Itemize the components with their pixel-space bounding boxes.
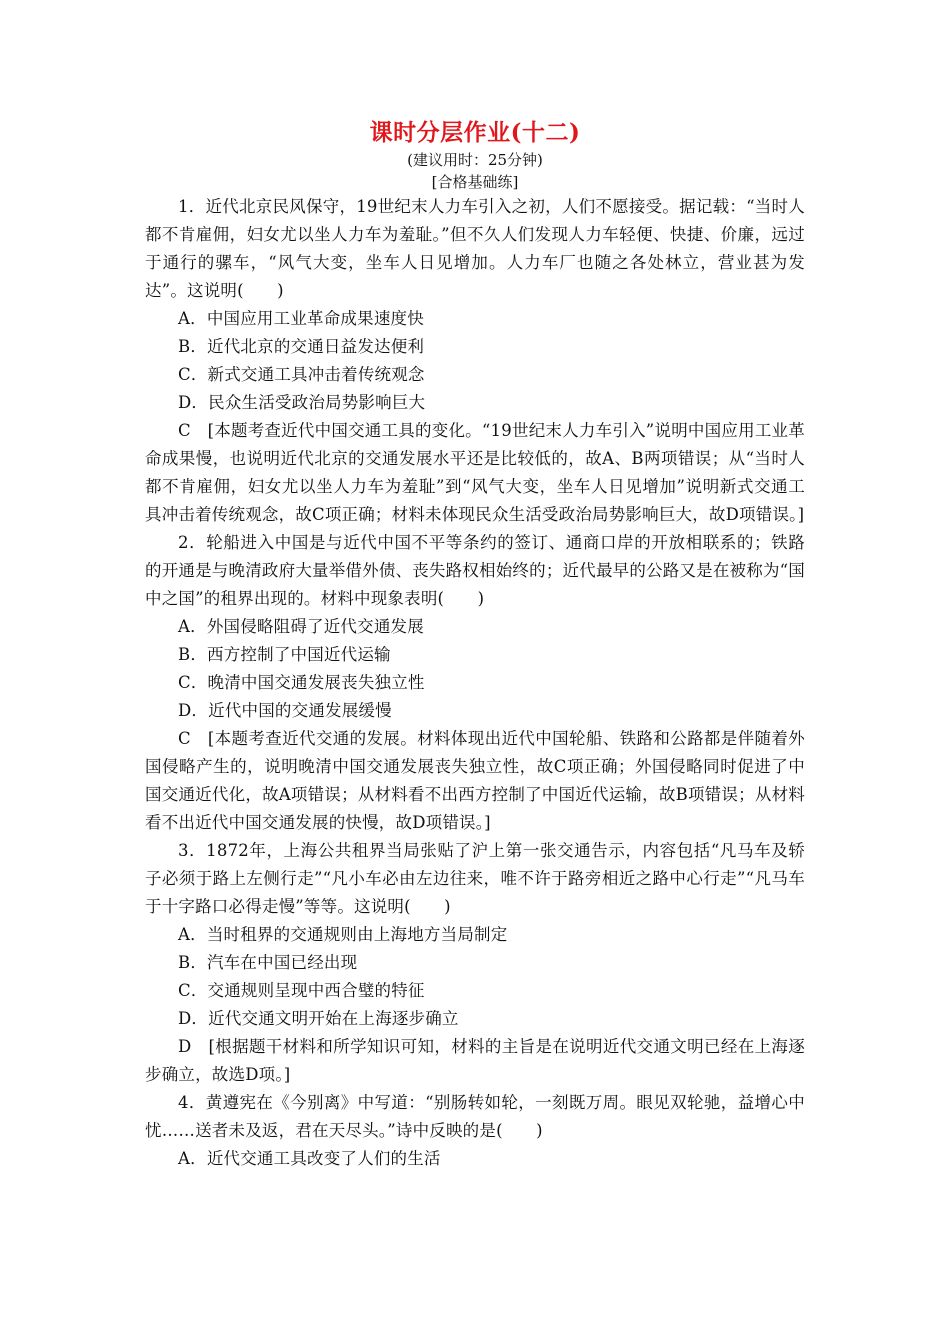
page-title: 课时分层作业(十二) [369, 119, 581, 146]
option-c: C．交通规则呈现中西合璧的特征 [178, 981, 425, 1000]
question-stem: 3．1872年，上海公共租界当局张贴了沪上第一张交通告示，内容包括“凡马车及轿子必须于路上左侧行走”“凡小车必由左边往来，唯不许于路旁相近之路中心行走”“凡马车于十字路口必得走慢”等等。这说明( ) [145, 841, 805, 916]
question-3 [145, 837, 805, 1089]
question-4 [145, 1089, 805, 1173]
option-c: C．新式交通工具冲击着传统观念 [178, 365, 425, 384]
question-stem: 2．轮船进入中国是与近代中国不平等条约的签订、通商口岸的开放相联系的；铁路的开通是与晚清政府大量举借外债、丧失路权相始终的；近代最早的公路又是在被称为“国中之国”的租界出现的。材料中现象表明( ) [145, 533, 805, 608]
question-stem: 4．黄遵宪在《今别离》中写道：“别肠转如轮，一刻既万周。眼见双轮驰，益增心中忧……送者未及返，君在天尽头。”诗中反映的是( ) [145, 1093, 805, 1140]
option-c: C．晚清中国交通发展丧失独立性 [178, 673, 425, 692]
option-d: D．近代交通文明开始在上海逐步确立 [178, 1009, 459, 1028]
option-b: B．汽车在中国已经出现 [178, 953, 358, 972]
time-suggestion: (建议用时：25分钟) [407, 151, 543, 169]
answer-analysis: C [本题考查近代交通的发展。材料体现出近代中国轮船、铁路和公路都是伴随着外国侵略产生的，说明晚清中国交通发展丧失独立性，故C项正确；外国侵略同时促进了中国交通近代化，故A项错误；从材料看不出西方控制了中国近代运输，故B项错误；从材料看不出近代中国交通发展的快慢，故D项错误。] [145, 729, 805, 832]
option-a: A．中国应用工业革命成果速度快 [178, 309, 424, 328]
option-d: D．近代中国的交通发展缓慢 [178, 701, 392, 720]
answer-analysis: D [根据题干材料和所学知识可知，材料的主旨是在说明近代交通文明已经在上海逐步确立，故选D项。] [145, 1037, 805, 1084]
question-stem: 1．近代北京民风保守，19世纪末人力车引入之初，人们不愿接受。据记载：“当时人都不肯雇佣，妇女尤以坐人力车为羞耻。”但不久人们发现人力车轻便、快捷、价廉，远过于通行的骡车，“风气大变，坐车人日见增加。人力车厂也随之各处林立，营业甚为发达”。这说明( ) [145, 197, 805, 300]
option-d: D．民众生活受政治局势影响巨大 [178, 393, 426, 412]
section-heading: [合格基础练] [431, 173, 519, 191]
option-a: A．外国侵略阻碍了近代交通发展 [178, 617, 424, 636]
option-b: B．西方控制了中国近代运输 [178, 645, 391, 664]
worksheet-page [145, 118, 805, 1173]
question-1 [145, 193, 805, 529]
option-b: B．近代北京的交通日益发达便利 [178, 337, 425, 356]
question-2 [145, 529, 805, 837]
option-a: A．当时租界的交通规则由上海地方当局制定 [178, 925, 508, 944]
option-a: A．近代交通工具改变了人们的生活 [178, 1149, 441, 1168]
answer-analysis: C [本题考查近代中国交通工具的变化。“19世纪末人力车引入”说明中国应用工业革命成果慢，也说明近代北京的交通发展水平还是比较低的，故A、B两项错误；从“当时人都不肯雇佣，妇女尤以坐人力车为羞耻”到“风气大变，坐车人日见增加”说明新式交通工具冲击着传统观念，故C项正确；材料未体现民众生活受政治局势影响巨大，故D项错误。] [145, 421, 805, 524]
